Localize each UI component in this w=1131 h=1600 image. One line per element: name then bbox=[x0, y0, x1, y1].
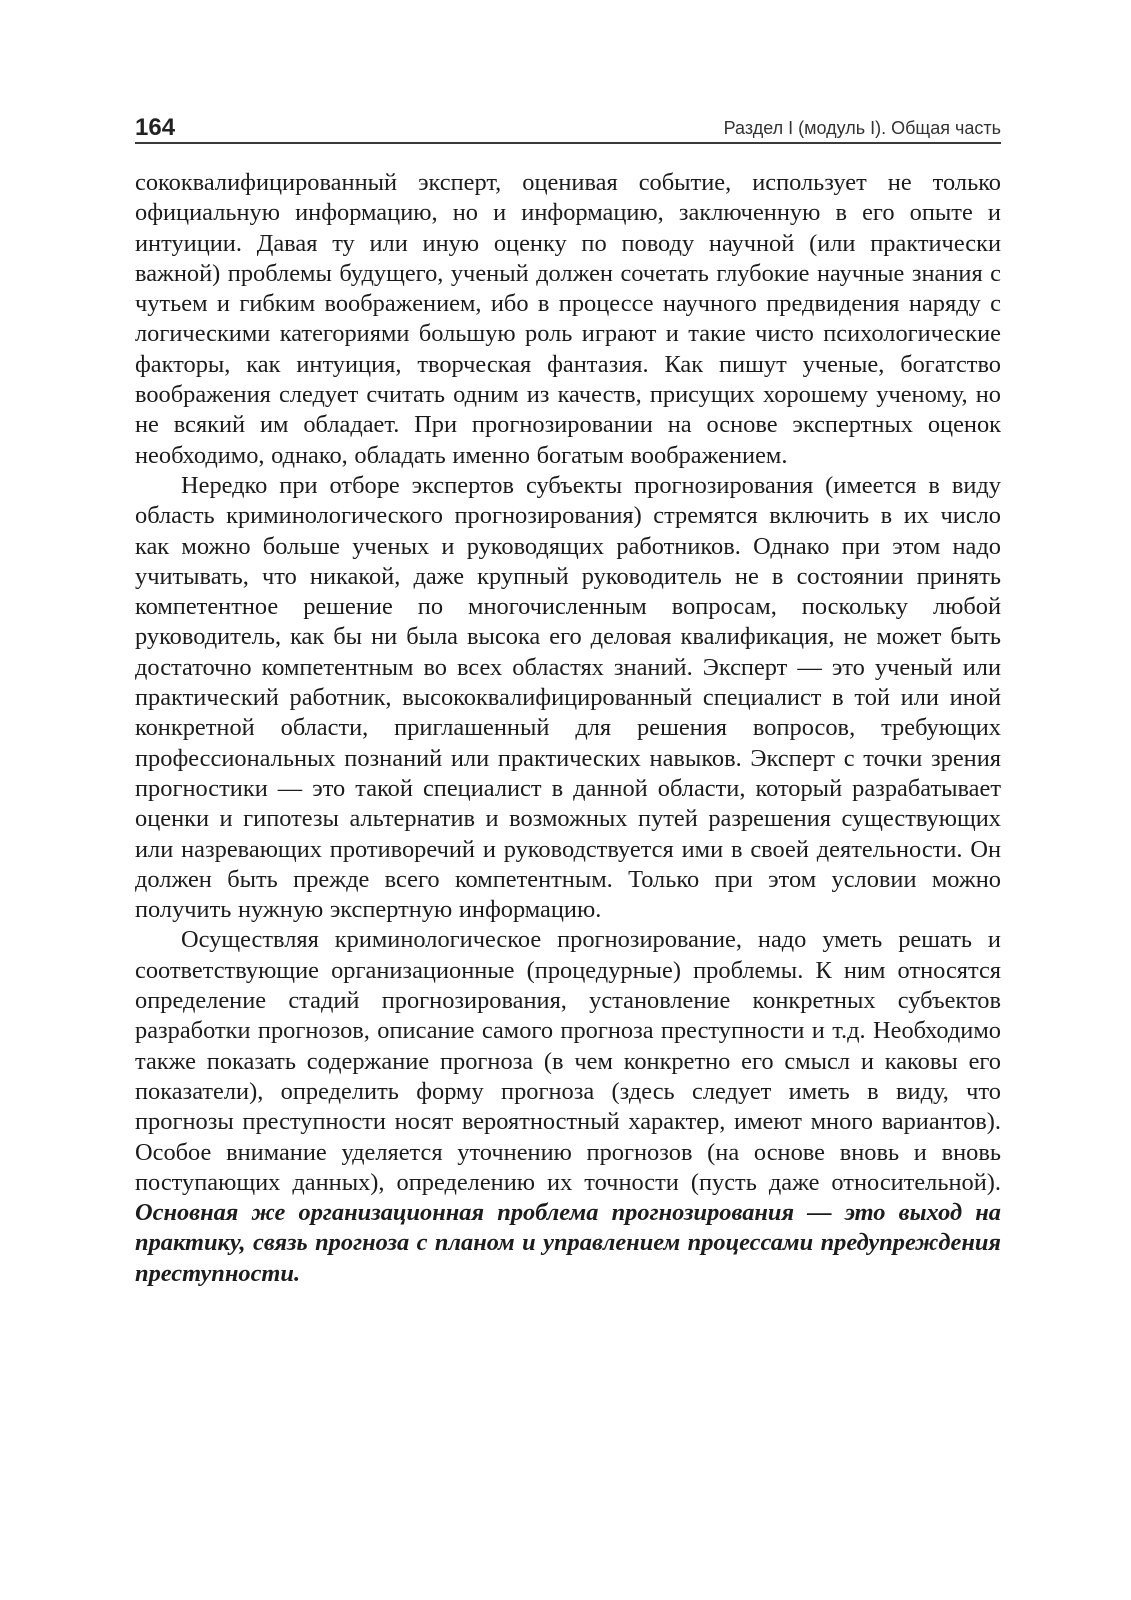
body-text bbox=[135, 168, 1001, 1289]
section-title: Раздел I (модуль I). Общая часть bbox=[723, 118, 1001, 138]
paragraph-3-text: Осуществляя криминологическое прогнозирование, надо уметь решать и соответствующие организационные (процедурные) проблемы. К ним относятся определение стадий прогнозирования, установление конкретных субъектов разработки прогнозов, описание самого прогноза преступности и т.д. Необходимо также показать содержание прогноза (в чем конкретно его смысл и каковы его показатели), определить форму прогноза (здесь следует иметь в виду, что прогнозы преступности носят вероятностный характер, имеют много вариантов). Особое внимание уделяется уточнению прогнозов (на основе вновь и вновь поступающих данных), определению их точности (пусть даже относительной). bbox=[135, 926, 1001, 1196]
book-page bbox=[135, 110, 1001, 1289]
paragraph-2: Нередко при отборе экспертов субъекты прогнозирования (имеется в виду область криминологического прогнозирования) стремятся включить в их число как можно больше ученых и руководящих работников. Однако при этом надо учитывать, что никакой, даже крупный руководитель не в состоянии принять компетентное решение по многочисленным вопросам, поскольку любой руководитель, как бы ни была высока его деловая квалификация, не может быть достаточно компетентным во всех областях знаний. Эксперт — это ученый или практический работник, высококвалифицированный специалист в той или иной конкретной области, приглашенный для решения вопросов, требующих профессиональных познаний или практических навыков. Эксперт с точки зрения прогностики — это такой специалист в данной области, который разрабатывает оценки и гипотезы альтернатив и возможных путей разрешения существующих или назревающих противоречий и руководствуется ими в своей деятельности. Он должен быть прежде всего компетентным. Только при этом условии можно получить нужную экспертную информацию. bbox=[135, 471, 1001, 924]
page-number: 164 bbox=[135, 114, 176, 141]
paragraph-3 bbox=[135, 925, 1001, 1289]
running-head bbox=[135, 110, 1001, 144]
paragraph-3-emphasis: Основная же организационная проблема прогнозирования — это выход на практику, связь прогноза с планом и управлением процессами предупреждения преступности. bbox=[135, 1199, 1001, 1287]
paragraph-1: сококвалифицированный эксперт, оценивая событие, использует не только официальную информацию, но и информацию, заключенную в его опыте и интуиции. Давая ту или иную оценку по поводу научной (или практически важной) проблемы будущего, ученый должен сочетать глубокие научные знания с чутьем и гибким воображением, ибо в процессе научного предвидения наряду с логическими категориями большую роль играют и такие чисто психологические факторы, как интуиция, творческая фантазия. Как пишут ученые, богатство воображения следует считать одним из качеств, присущих хорошему ученому, но не всякий им обладает. При прогнозировании на основе экспертных оценок необходимо, однако, обладать именно богатым воображением. bbox=[135, 169, 1001, 469]
